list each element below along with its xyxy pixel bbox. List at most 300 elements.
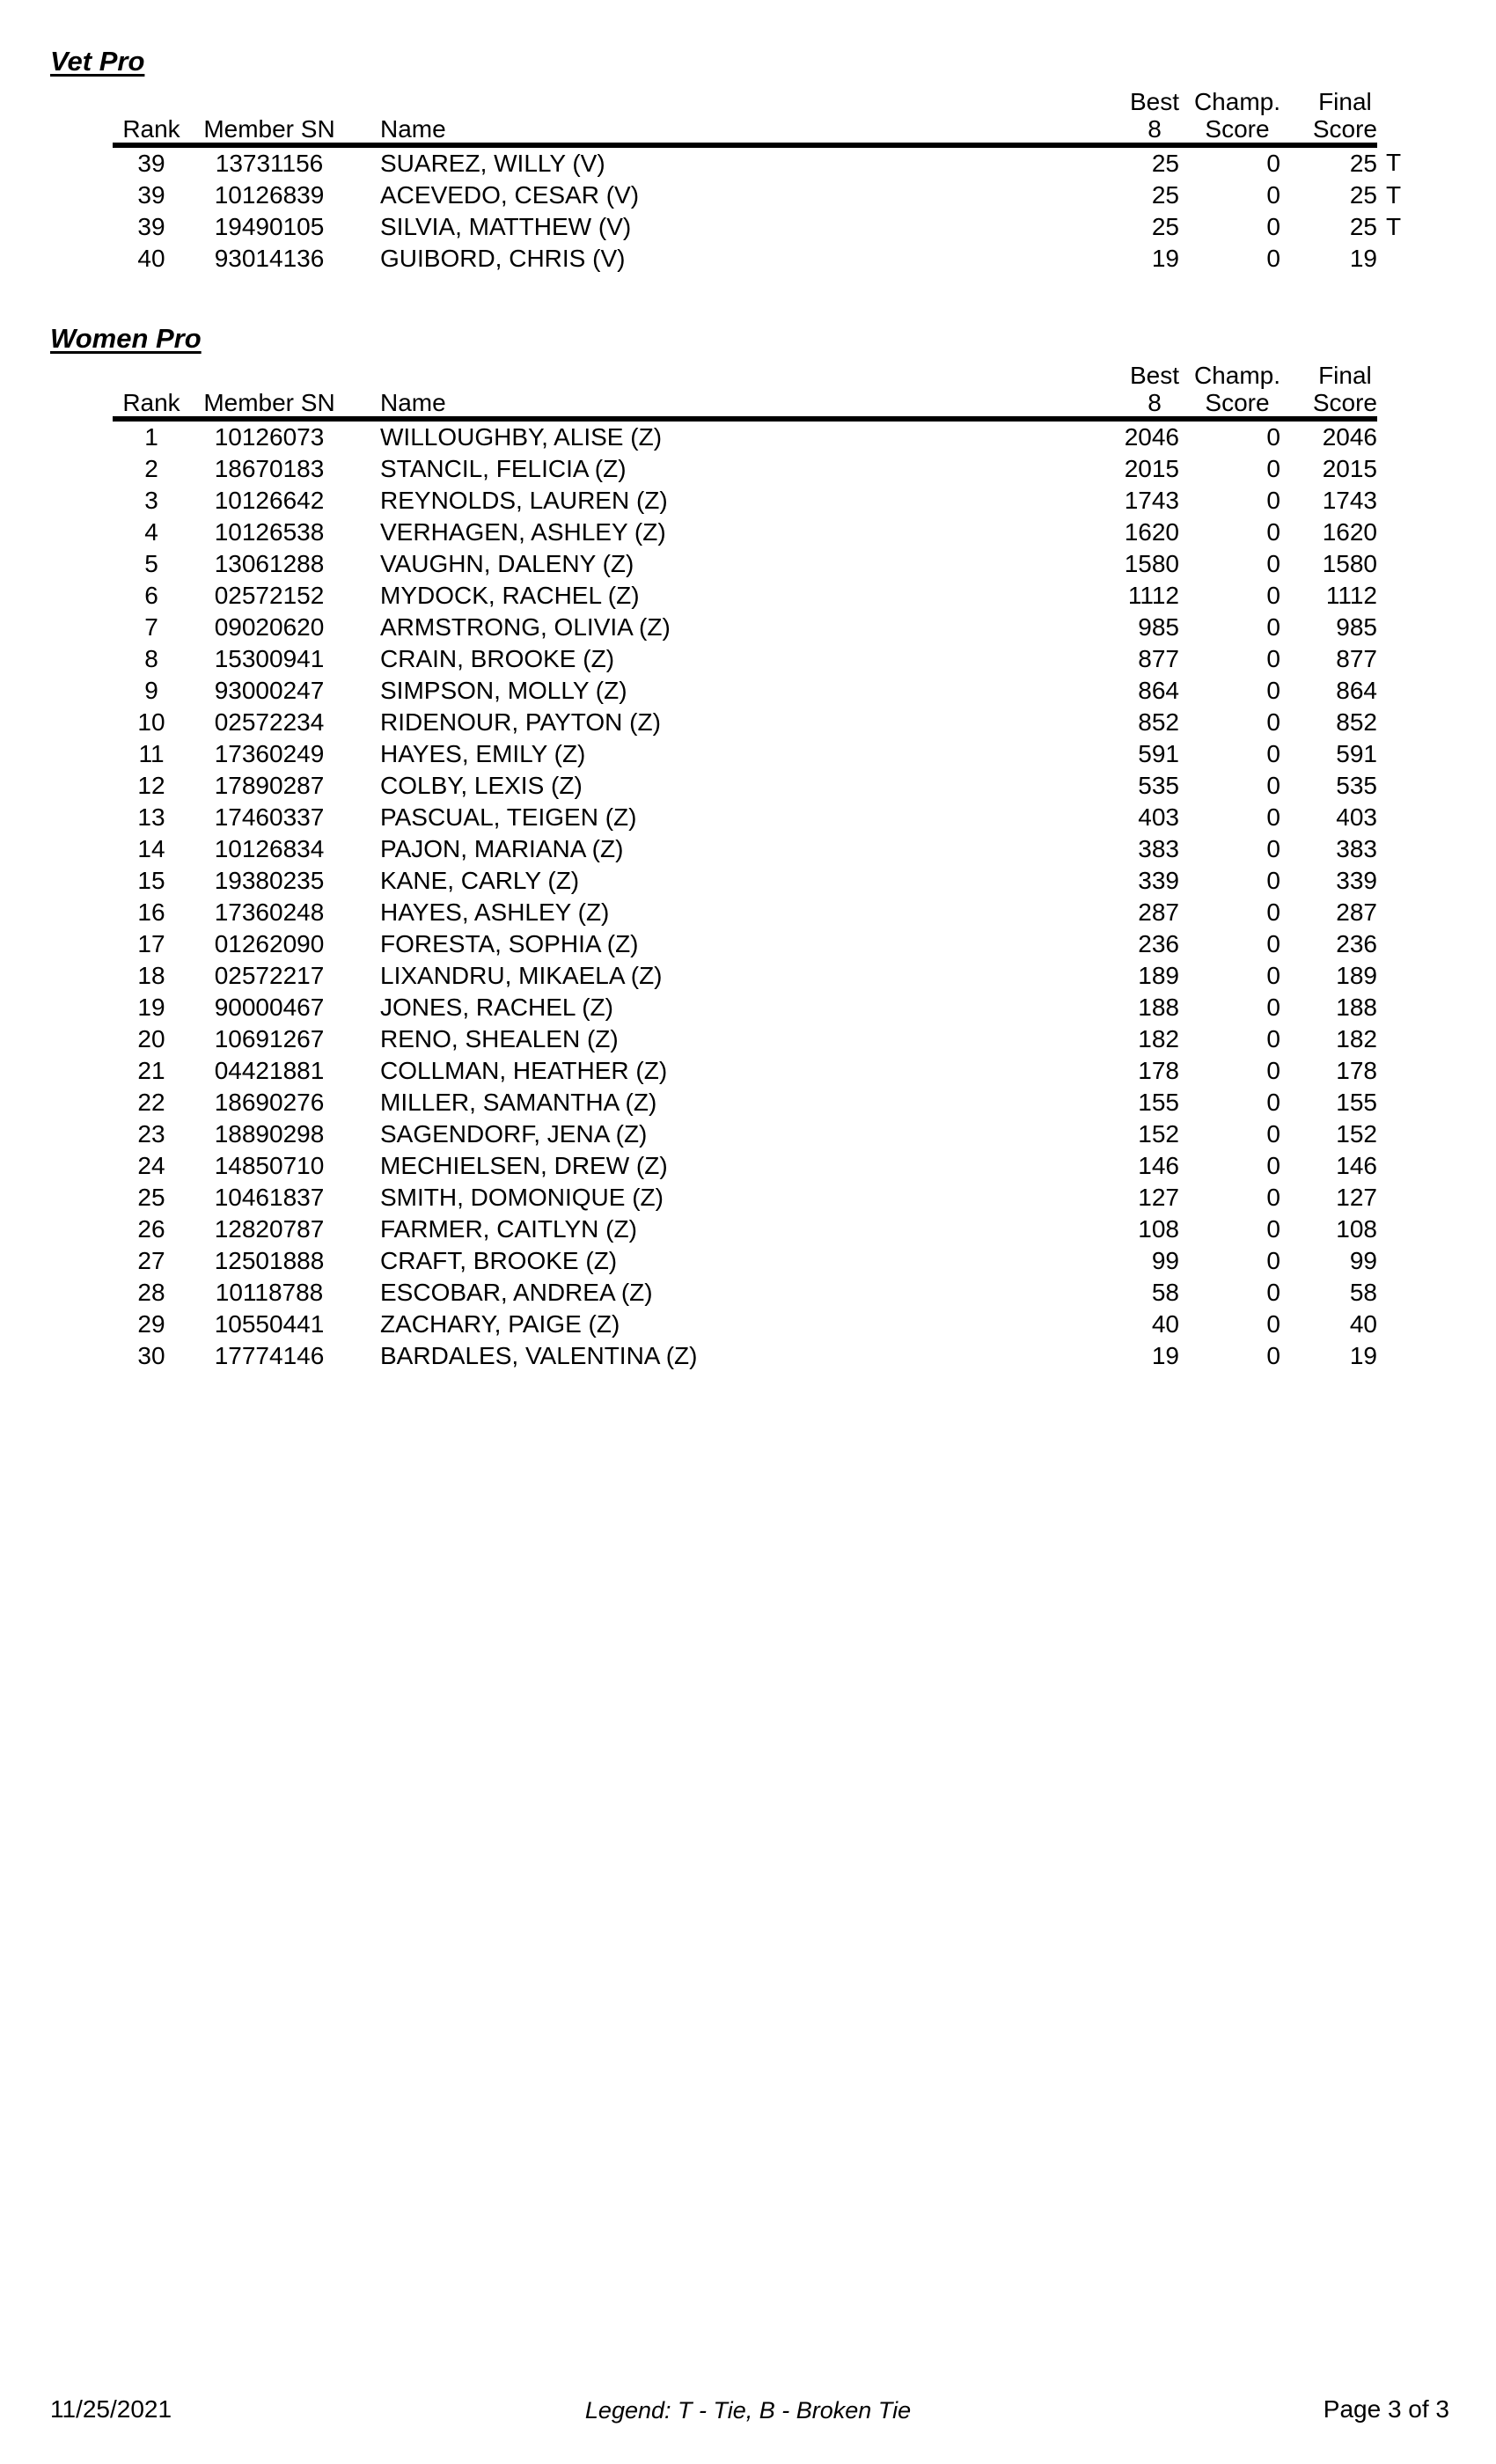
name-cell: PASCUAL, TEIGEN (Z)	[380, 803, 637, 831]
tie-marker-cell	[1377, 612, 1417, 643]
final-score-cell: 188	[1336, 994, 1377, 1021]
rank-cell: 26	[137, 1215, 165, 1243]
column-header-member-sn: Member SN	[190, 88, 348, 145]
member-sn-cell: 17360249	[214, 740, 325, 767]
footer-page-label: Page 3 of 3	[1323, 2395, 1449, 2423]
champ-score-cell: 0	[1266, 613, 1280, 641]
member-sn-cell: 13061288	[214, 550, 325, 577]
tie-marker-cell	[1377, 865, 1417, 897]
best-8-cell: 146	[1138, 1152, 1179, 1179]
final-score-cell: 591	[1336, 740, 1377, 767]
name-cell: SMITH, DOMONIQUE (Z)	[380, 1184, 664, 1211]
footer-legend: Legend: T - Tie, B - Broken Tie	[584, 2397, 912, 2424]
table-row	[113, 1182, 1417, 1214]
table-body	[113, 145, 1417, 275]
member-sn-cell: 14850710	[214, 1152, 325, 1179]
member-sn-cell: 01262090	[214, 930, 325, 957]
table-row	[113, 517, 1417, 548]
final-score-cell: 40	[1349, 1310, 1377, 1338]
best-8-cell: 58	[1151, 1279, 1179, 1306]
tie-marker-cell	[1377, 1340, 1417, 1372]
champ-score-cell: 0	[1266, 1152, 1280, 1179]
final-score-cell: 127	[1336, 1184, 1377, 1211]
final-score-cell: 287	[1336, 898, 1377, 926]
final-score-cell: 152	[1336, 1120, 1377, 1148]
best-8-cell: 864	[1138, 677, 1179, 704]
table-row	[113, 1150, 1417, 1182]
final-score-cell: 108	[1336, 1215, 1377, 1243]
name-cell: ESCOBAR, ANDREA (Z)	[380, 1279, 653, 1306]
champ-score-cell: 0	[1266, 550, 1280, 577]
tie-marker-cell	[1377, 738, 1417, 770]
rank-cell: 13	[137, 803, 165, 831]
best-8-cell: 25	[1151, 213, 1179, 240]
name-cell: FORESTA, SOPHIA (Z)	[380, 930, 639, 957]
rank-cell: 19	[137, 994, 165, 1021]
name-cell: SIMPSON, MOLLY (Z)	[380, 677, 627, 704]
rank-cell: 7	[144, 613, 158, 641]
tie-marker-cell	[1377, 1245, 1417, 1277]
member-sn-cell: 19380235	[214, 867, 325, 894]
name-cell: WILLOUGHBY, ALISE (Z)	[380, 423, 663, 451]
champ-score-cell: 0	[1266, 1089, 1280, 1116]
rank-cell: 39	[137, 181, 165, 209]
tie-marker-cell	[1377, 1118, 1417, 1150]
rank-cell: 17	[137, 930, 165, 957]
best-8-cell: 383	[1138, 835, 1179, 862]
tie-marker-cell	[1377, 960, 1417, 992]
column-header-champ-score: Champ. Score	[1179, 362, 1280, 419]
member-sn-cell: 10126642	[214, 487, 325, 514]
name-cell: CRAIN, BROOKE (Z)	[380, 645, 615, 672]
tie-marker-cell	[1377, 770, 1417, 802]
rank-cell: 24	[137, 1152, 165, 1179]
final-score-cell: 189	[1336, 962, 1377, 989]
results-table-women-pro	[113, 362, 1417, 1372]
table-row	[113, 453, 1417, 485]
name-cell: HAYES, EMILY (Z)	[380, 740, 586, 767]
tie-marker-cell	[1377, 243, 1417, 275]
member-sn-cell: 10126538	[214, 518, 325, 546]
name-cell: LIXANDRU, MIKAELA (Z)	[380, 962, 663, 989]
table-row	[113, 1118, 1417, 1150]
final-score-cell: 877	[1336, 645, 1377, 672]
final-score-cell: 25	[1349, 181, 1377, 209]
table-header	[113, 88, 1417, 145]
champ-score-cell: 0	[1266, 772, 1280, 799]
tie-marker-cell	[1377, 1182, 1417, 1214]
champ-score-cell: 0	[1266, 582, 1280, 609]
member-sn-cell: 17460337	[214, 803, 325, 831]
member-sn-cell: 17360248	[214, 898, 325, 926]
champ-score-cell: 0	[1266, 1184, 1280, 1211]
results-table-vet-pro	[113, 88, 1417, 275]
member-sn-cell: 17774146	[214, 1342, 325, 1369]
table-row	[113, 1214, 1417, 1245]
table-row	[113, 770, 1417, 802]
table-header-row	[113, 88, 1417, 145]
table-row	[113, 1340, 1417, 1372]
section-title-vet-pro: Vet Pro	[50, 46, 145, 77]
final-score-cell: 2046	[1322, 423, 1377, 451]
table-row	[113, 865, 1417, 897]
rank-cell: 22	[137, 1089, 165, 1116]
rank-cell: 3	[144, 487, 158, 514]
name-cell: CRAFT, BROOKE (Z)	[380, 1247, 618, 1274]
rank-cell: 16	[137, 898, 165, 926]
table-header-row	[113, 362, 1417, 419]
name-cell: MYDOCK, RACHEL (Z)	[380, 582, 640, 609]
best-8-cell: 985	[1138, 613, 1179, 641]
rank-cell: 10	[137, 708, 165, 736]
tie-marker-cell	[1377, 992, 1417, 1023]
champ-score-cell: 0	[1266, 1279, 1280, 1306]
tie-marker-cell	[1377, 1055, 1417, 1087]
final-score-cell: 535	[1336, 772, 1377, 799]
table-row	[113, 612, 1417, 643]
name-cell: VERHAGEN, ASHLEY (Z)	[380, 518, 666, 546]
column-header-name: Name	[348, 362, 1012, 419]
member-sn-cell: 19490105	[214, 213, 325, 240]
member-sn-cell: 02572234	[214, 708, 325, 736]
champ-score-cell: 0	[1266, 930, 1280, 957]
final-score-cell: 25	[1349, 150, 1377, 177]
name-cell: BARDALES, VALENTINA (Z)	[380, 1342, 698, 1369]
champ-score-cell: 0	[1266, 518, 1280, 546]
table-row	[113, 1023, 1417, 1055]
column-header-member-sn: Member SN	[190, 362, 348, 419]
final-score-cell: 852	[1336, 708, 1377, 736]
column-header-final-score: Final Score	[1280, 362, 1377, 419]
final-score-cell: 19	[1349, 1342, 1377, 1369]
champ-score-cell: 0	[1266, 994, 1280, 1021]
rank-cell: 30	[137, 1342, 165, 1369]
best-8-cell: 236	[1138, 930, 1179, 957]
rank-cell: 9	[144, 677, 158, 704]
rank-cell: 28	[137, 1279, 165, 1306]
table-row	[113, 1055, 1417, 1087]
final-score-cell: 985	[1336, 613, 1377, 641]
name-cell: GUIBORD, CHRIS (V)	[380, 245, 626, 272]
member-sn-cell: 93014136	[214, 245, 325, 272]
final-score-cell: 403	[1336, 803, 1377, 831]
table-row	[113, 243, 1417, 275]
table-row	[113, 707, 1417, 738]
tie-marker-cell	[1377, 1023, 1417, 1055]
name-cell: SAGENDORF, JENA (Z)	[380, 1120, 648, 1148]
member-sn-cell: 10461837	[214, 1184, 325, 1211]
rank-cell: 39	[137, 213, 165, 240]
name-cell: VAUGHN, DALENY (Z)	[380, 550, 634, 577]
rank-cell: 15	[137, 867, 165, 894]
best-8-cell: 1620	[1124, 518, 1179, 546]
table-row	[113, 419, 1417, 453]
final-score-cell: 58	[1349, 1279, 1377, 1306]
tie-marker-cell: T	[1386, 181, 1402, 209]
final-score-cell: 339	[1336, 867, 1377, 894]
champ-score-cell: 0	[1266, 455, 1280, 482]
rank-cell: 5	[144, 550, 158, 577]
name-cell: REYNOLDS, LAUREN (Z)	[380, 487, 668, 514]
member-sn-cell: 10691267	[214, 1025, 325, 1052]
name-cell: MECHIELSEN, DREW (Z)	[380, 1152, 668, 1179]
member-sn-cell: 17890287	[214, 772, 325, 799]
member-sn-cell: 02572217	[214, 962, 325, 989]
rank-cell: 8	[144, 645, 158, 672]
tie-marker-cell	[1377, 1309, 1417, 1340]
best-8-cell: 403	[1138, 803, 1179, 831]
best-8-cell: 182	[1138, 1025, 1179, 1052]
member-sn-cell: 13731156	[215, 150, 324, 177]
rank-cell: 29	[137, 1310, 165, 1338]
table-row	[113, 1309, 1417, 1340]
column-header-tie	[1377, 88, 1417, 145]
rank-cell: 21	[137, 1057, 165, 1084]
member-sn-cell: 10550441	[214, 1310, 325, 1338]
best-8-cell: 40	[1151, 1310, 1179, 1338]
name-cell: FARMER, CAITLYN (Z)	[380, 1215, 637, 1243]
champ-score-cell: 0	[1266, 1310, 1280, 1338]
rank-cell: 23	[137, 1120, 165, 1148]
best-8-cell: 152	[1138, 1120, 1179, 1148]
best-8-cell: 127	[1138, 1184, 1179, 1211]
member-sn-cell: 10118788	[215, 1279, 324, 1306]
tie-marker-cell	[1377, 580, 1417, 612]
tie-marker-cell: T	[1386, 148, 1402, 176]
best-8-cell: 535	[1138, 772, 1179, 799]
final-score-cell: 1743	[1322, 487, 1377, 514]
best-8-cell: 591	[1138, 740, 1179, 767]
column-header-name: Name	[348, 88, 1012, 145]
rank-cell: 14	[137, 835, 165, 862]
column-header-best-8: Best 8	[1012, 88, 1179, 145]
tie-marker-cell	[1377, 675, 1417, 707]
rank-cell: 11	[138, 740, 165, 767]
column-header-rank: Rank	[113, 88, 190, 145]
final-score-cell: 2015	[1322, 455, 1377, 482]
table-row	[113, 1245, 1417, 1277]
name-cell: ACEVEDO, CESAR (V)	[380, 181, 640, 209]
best-8-cell: 108	[1138, 1215, 1179, 1243]
champ-score-cell: 0	[1266, 423, 1280, 451]
column-header-rank: Rank	[113, 362, 190, 419]
tie-marker-cell	[1377, 1150, 1417, 1182]
best-8-cell: 99	[1151, 1247, 1179, 1274]
champ-score-cell: 0	[1266, 645, 1280, 672]
name-cell: COLBY, LEXIS (Z)	[380, 772, 583, 799]
footer-date: 11/25/2021	[50, 2395, 172, 2423]
member-sn-cell: 12820787	[214, 1215, 325, 1243]
tie-marker-cell	[1377, 1087, 1417, 1118]
name-cell: ARMSTRONG, OLIVIA (Z)	[380, 613, 671, 641]
champ-score-cell: 0	[1266, 867, 1280, 894]
name-cell: COLLMAN, HEATHER (Z)	[380, 1057, 668, 1084]
tie-marker-cell	[1377, 707, 1417, 738]
tie-marker-cell	[1377, 517, 1417, 548]
table-row	[113, 928, 1417, 960]
rank-cell: 27	[137, 1247, 165, 1274]
champ-score-cell: 0	[1266, 213, 1280, 240]
rank-cell: 39	[137, 150, 165, 177]
name-cell: SILVIA, MATTHEW (V)	[380, 213, 632, 240]
table-row	[113, 992, 1417, 1023]
champ-score-cell: 0	[1266, 677, 1280, 704]
champ-score-cell: 0	[1266, 898, 1280, 926]
champ-score-cell: 0	[1266, 1342, 1280, 1369]
member-sn-cell: 18670183	[214, 455, 325, 482]
tie-marker-cell	[1377, 1277, 1417, 1309]
member-sn-cell: 12501888	[214, 1247, 325, 1274]
champ-score-cell: 0	[1266, 708, 1280, 736]
name-cell: MILLER, SAMANTHA (Z)	[380, 1089, 657, 1116]
member-sn-cell: 09020620	[214, 613, 325, 641]
name-cell: ZACHARY, PAIGE (Z)	[380, 1310, 620, 1338]
final-score-cell: 178	[1336, 1057, 1377, 1084]
best-8-cell: 287	[1138, 898, 1179, 926]
champ-score-cell: 0	[1266, 962, 1280, 989]
member-sn-cell: 10126073	[214, 423, 325, 451]
champ-score-cell: 0	[1266, 1120, 1280, 1148]
table-row	[113, 211, 1417, 243]
rank-cell: 1	[144, 423, 158, 451]
table-row	[113, 1087, 1417, 1118]
column-header-final-score: Final Score	[1280, 88, 1377, 145]
champ-score-cell: 0	[1266, 740, 1280, 767]
table-header	[113, 362, 1417, 419]
tie-marker-cell	[1377, 453, 1417, 485]
table-row	[113, 802, 1417, 833]
best-8-cell: 852	[1138, 708, 1179, 736]
table-row	[113, 960, 1417, 992]
champ-score-cell: 0	[1266, 1215, 1280, 1243]
final-score-cell: 1620	[1322, 518, 1377, 546]
rank-cell: 40	[137, 245, 165, 272]
table-row	[113, 738, 1417, 770]
tie-marker-cell	[1377, 928, 1417, 960]
section-title-women-pro: Women Pro	[50, 323, 202, 354]
tie-marker-cell	[1377, 485, 1417, 517]
member-sn-cell: 02572152	[214, 582, 325, 609]
champ-score-cell: 0	[1266, 487, 1280, 514]
name-cell: KANE, CARLY (Z)	[380, 867, 580, 894]
champ-score-cell: 0	[1266, 245, 1280, 272]
best-8-cell: 178	[1138, 1057, 1179, 1084]
champ-score-cell: 0	[1266, 835, 1280, 862]
member-sn-cell: 18690276	[214, 1089, 325, 1116]
tie-marker-cell	[1377, 548, 1417, 580]
tie-marker-cell: T	[1386, 213, 1402, 240]
rank-cell: 20	[137, 1025, 165, 1052]
best-8-cell: 2046	[1124, 423, 1179, 451]
final-score-cell: 25	[1349, 213, 1377, 240]
tie-marker-cell	[1377, 419, 1417, 453]
best-8-cell: 1580	[1124, 550, 1179, 577]
table-row	[113, 180, 1417, 211]
name-cell: HAYES, ASHLEY (Z)	[380, 898, 610, 926]
table-row	[113, 145, 1417, 180]
column-header-tie	[1377, 362, 1417, 419]
best-8-cell: 25	[1151, 181, 1179, 209]
best-8-cell: 189	[1138, 962, 1179, 989]
best-8-cell: 1743	[1124, 487, 1179, 514]
name-cell: JONES, RACHEL (Z)	[380, 994, 613, 1021]
champ-score-cell: 0	[1266, 1025, 1280, 1052]
rank-cell: 12	[137, 772, 165, 799]
table-body	[113, 419, 1417, 1372]
best-8-cell: 188	[1138, 994, 1179, 1021]
table-row	[113, 1277, 1417, 1309]
best-8-cell: 877	[1138, 645, 1179, 672]
tie-marker-cell	[1377, 1214, 1417, 1245]
member-sn-cell: 04421881	[214, 1057, 325, 1084]
name-cell: SUAREZ, WILLY (V)	[380, 150, 605, 177]
rank-cell: 6	[144, 582, 158, 609]
champ-score-cell: 0	[1266, 1247, 1280, 1274]
rank-cell: 18	[137, 962, 165, 989]
table-row	[113, 548, 1417, 580]
member-sn-cell: 10126839	[214, 181, 325, 209]
member-sn-cell: 18890298	[214, 1120, 325, 1148]
best-8-cell: 1112	[1127, 582, 1179, 609]
champ-score-cell: 0	[1266, 1057, 1280, 1084]
member-sn-cell: 10126834	[214, 835, 325, 862]
final-score-cell: 1112	[1325, 582, 1377, 609]
member-sn-cell: 15300941	[214, 645, 325, 672]
best-8-cell: 155	[1138, 1089, 1179, 1116]
final-score-cell: 236	[1336, 930, 1377, 957]
best-8-cell: 339	[1138, 867, 1179, 894]
champ-score-cell: 0	[1266, 181, 1280, 209]
final-score-cell: 19	[1349, 245, 1377, 272]
member-sn-cell: 90000467	[214, 994, 325, 1021]
best-8-cell: 25	[1151, 150, 1179, 177]
final-score-cell: 864	[1336, 677, 1377, 704]
column-header-champ-score: Champ. Score	[1179, 88, 1280, 145]
final-score-cell: 383	[1336, 835, 1377, 862]
tie-marker-cell	[1377, 643, 1417, 675]
table-row	[113, 485, 1417, 517]
name-cell: RIDENOUR, PAYTON (Z)	[380, 708, 661, 736]
table-row	[113, 833, 1417, 865]
table-row	[113, 580, 1417, 612]
final-score-cell: 146	[1336, 1152, 1377, 1179]
tie-marker-cell	[1377, 802, 1417, 833]
table-row	[113, 675, 1417, 707]
member-sn-cell: 93000247	[214, 677, 325, 704]
champ-score-cell: 0	[1266, 803, 1280, 831]
name-cell: STANCIL, FELICIA (Z)	[380, 455, 627, 482]
best-8-cell: 2015	[1124, 455, 1179, 482]
name-cell: RENO, SHEALEN (Z)	[380, 1025, 619, 1052]
table-row	[113, 897, 1417, 928]
final-score-cell: 99	[1349, 1247, 1377, 1274]
rank-cell: 2	[144, 455, 158, 482]
table-row	[113, 643, 1417, 675]
tie-marker-cell	[1377, 897, 1417, 928]
best-8-cell: 19	[1151, 1342, 1179, 1369]
page-footer	[0, 2394, 1496, 2425]
tie-marker-cell	[1377, 833, 1417, 865]
rank-cell: 25	[137, 1184, 165, 1211]
rank-cell: 4	[144, 518, 158, 546]
best-8-cell: 19	[1151, 245, 1179, 272]
champ-score-cell: 0	[1266, 150, 1280, 177]
name-cell: PAJON, MARIANA (Z)	[380, 835, 624, 862]
final-score-cell: 182	[1336, 1025, 1377, 1052]
final-score-cell: 155	[1336, 1089, 1377, 1116]
column-header-best-8: Best 8	[1012, 362, 1179, 419]
final-score-cell: 1580	[1322, 550, 1377, 577]
